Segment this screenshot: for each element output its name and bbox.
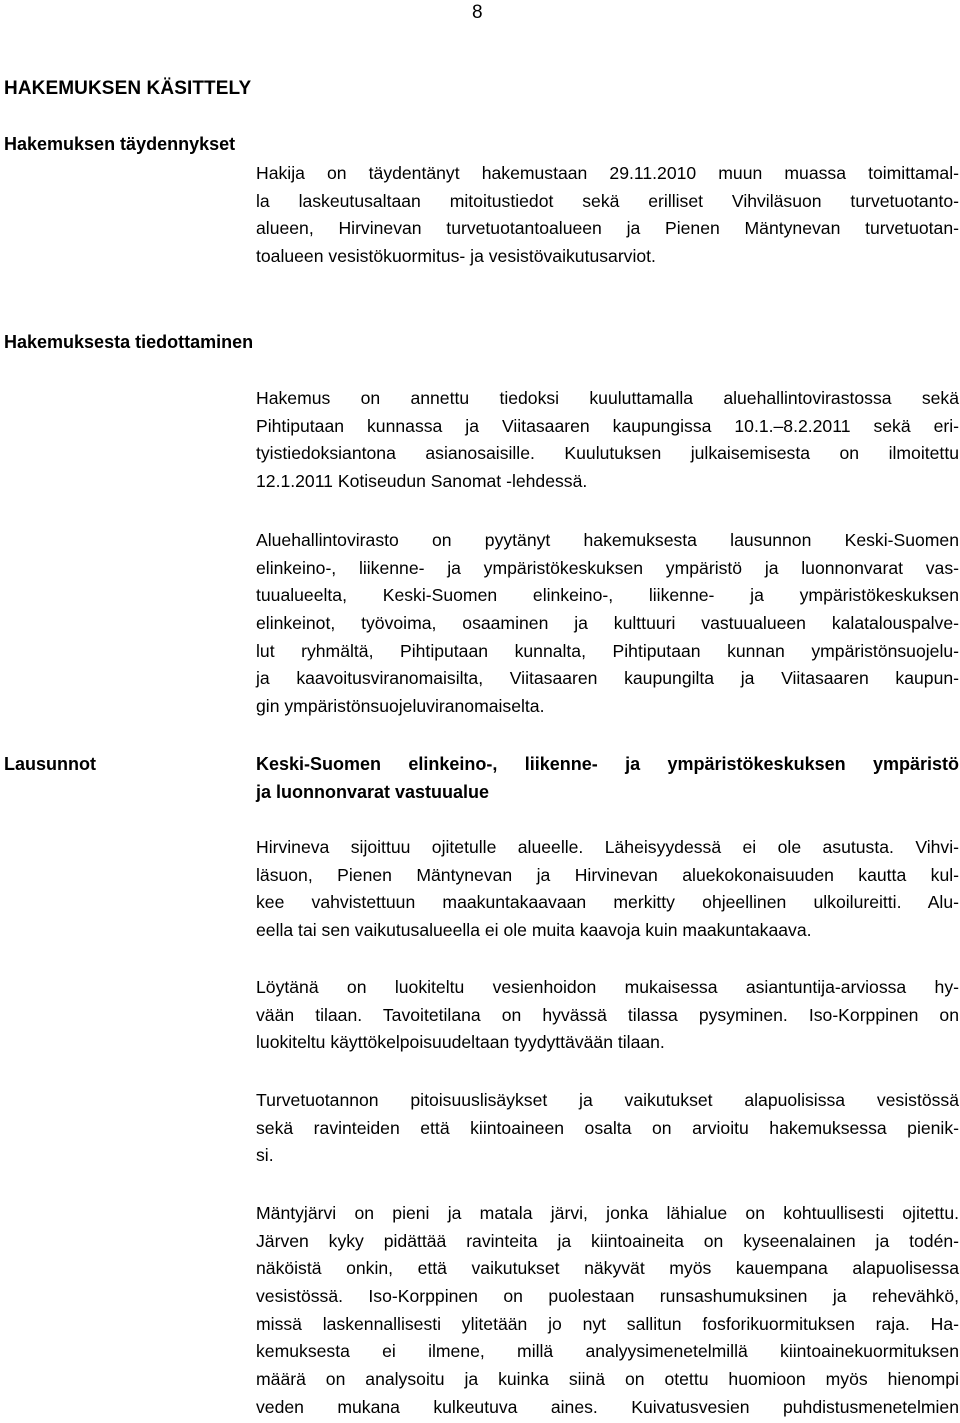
paragraph-statement-3	[256, 1087, 959, 1170]
side-heading-statements: Lausunnot	[4, 754, 96, 774]
statement-title-line: Keski-Suomen elinkeino-, liikenne- ja ympäristökeskuksen ympäristö	[256, 754, 959, 774]
side-heading-supplements: Hakemuksen täydennykset	[4, 134, 236, 154]
text-line: Hakemus on annettu tiedoksi kuuluttamalla aluehallintovirastossa sekä	[256, 388, 959, 408]
text-line: eella tai sen vaikutusalueella ei ole muita kaavoja kuin maakuntakaava.	[256, 920, 812, 941]
text-line: Aluehallintovirasto on pyytänyt hakemuksesta lausunnon Keski-Suomen	[256, 530, 959, 550]
text-line: alueen, Hirvinevan turvetuotantoalueen ja Pienen Mäntynevan turvetuotan-	[256, 218, 959, 239]
text-line: si.	[256, 1145, 274, 1166]
text-line: toalueen vesistökuormitus- ja vesistövaikutusarviot.	[256, 246, 656, 267]
statement-title-line: ja luonnonvarat vastuualue	[256, 782, 490, 802]
text-line: läsuon, Pienen Mäntynevan ja Hirvinevan aluekokonaisuuden kautta kul-	[256, 864, 959, 885]
text-line: vään tilaan. Tavoitetilana on hyvässä tilassa pysyminen. Iso-Korppinen on	[256, 1004, 959, 1025]
text-line: tuualueelta, Keski-Suomen elinkeino-, liikenne- ja ympäristökeskuksen	[256, 585, 959, 606]
text-line: Turvetuotannon pitoisuuslisäykset ja vaikutukset alapuolisissa vesistössä	[256, 1090, 959, 1110]
section-heading-main: HAKEMUKSEN KÄSITTELY	[4, 78, 252, 99]
text-line: tyistiedoksiantona asianosaisille. Kuulutuksen julkaisemisesta on ilmoitettu	[256, 443, 959, 464]
text-line: määrä on analysoitu ja kuinka siinä on otettu huomioon myös hienompi	[256, 1369, 959, 1390]
text-line: Mäntyjärvi on pieni ja matala järvi, jonka lähialue on kohtuullisesti ojitettu.	[256, 1203, 959, 1223]
text-line: veden mukana kulkeutuva aines. Kuivatusvesien puhdistusmenetelmien	[256, 1396, 959, 1417]
paragraph-statement-2	[256, 974, 959, 1057]
paragraph-statement-4	[256, 1200, 959, 1422]
text-line: elinkeinot, työvoima, osaaminen ja kulttuuri vastuualueen kalatalouspalve-	[256, 613, 959, 634]
text-line: sekä ravinteiden että kiintoaineen osalta on arvioitu hakemuksessa pienik-	[256, 1117, 959, 1138]
text-line: kemuksesta ei ilmene, millä analyysimenetelmillä kiintoainekuormituksen	[256, 1341, 959, 1362]
paragraph-supplements	[256, 160, 959, 271]
text-line: la laskeutusaltaan mitoitustiedot sekä erilliset Vihviläsuon turvetuotanto-	[256, 190, 959, 211]
paragraph-statement-1	[256, 834, 959, 945]
text-line: missä laskennallisesti ylitetään jo nyt sallitun fosforikuormituksen raja. Ha-	[256, 1313, 959, 1334]
text-line: näköistä onkin, että vaikutukset näkyvät myös kauempana alapuolisessa	[256, 1258, 959, 1279]
text-line: lut ryhmältä, Pihtiputaan kunnalta, Pihtiputaan kunnan ympäristönsuojelu-	[256, 640, 959, 661]
page-number: 8	[472, 2, 483, 23]
text-line: Hakija on täydentänyt hakemustaan 29.11.2010 muun muassa toimittamal-	[256, 163, 959, 183]
text-line: gin ympäristönsuojeluviranomaiselta.	[256, 696, 545, 717]
text-line: Pihtiputaan kunnassa ja Viitasaaren kaupungissa 10.1.–8.2.2011 sekä eri-	[256, 415, 959, 436]
text-line: ja kaavoitusviranomaisilta, Viitasaaren kaupungilta ja Viitasaaren kaupun-	[256, 668, 959, 689]
paragraph-notification-1	[256, 385, 959, 496]
text-line: Hirvineva sijoittuu ojitetulle alueelle. Läheisyydessä ei ole asutusta. Vihvi-	[256, 837, 959, 857]
text-line: elinkeino-, liikenne- ja ympäristökeskuksen ympäristö ja luonnonvarat vas-	[256, 557, 959, 578]
paragraph-notification-2	[256, 527, 959, 721]
text-line: Löytänä on luokiteltu vesienhoidon mukaisessa asiantuntija-arviossa hy-	[256, 977, 959, 997]
text-line: Järven kyky pidättää ravinteita ja kiintoaineita on kyseenalainen ja todén-	[256, 1230, 959, 1251]
text-line: vesistössä. Iso-Korppinen on puolestaan runsashumuksinen ja rehevähkö,	[256, 1286, 959, 1307]
side-heading-notification: Hakemuksesta tiedottaminen	[4, 332, 254, 352]
text-line: luokiteltu käyttökelpoisuudeltaan tyydyttävään tilaan.	[256, 1032, 665, 1053]
text-line: 12.1.2011 Kotiseudun Sanomat -lehdessä.	[256, 471, 588, 492]
text-line: kee vahvistettuun maakuntakaavaan merkitty ohjeellinen ulkoilureitti. Alu-	[256, 892, 959, 913]
statement-title	[256, 750, 959, 806]
